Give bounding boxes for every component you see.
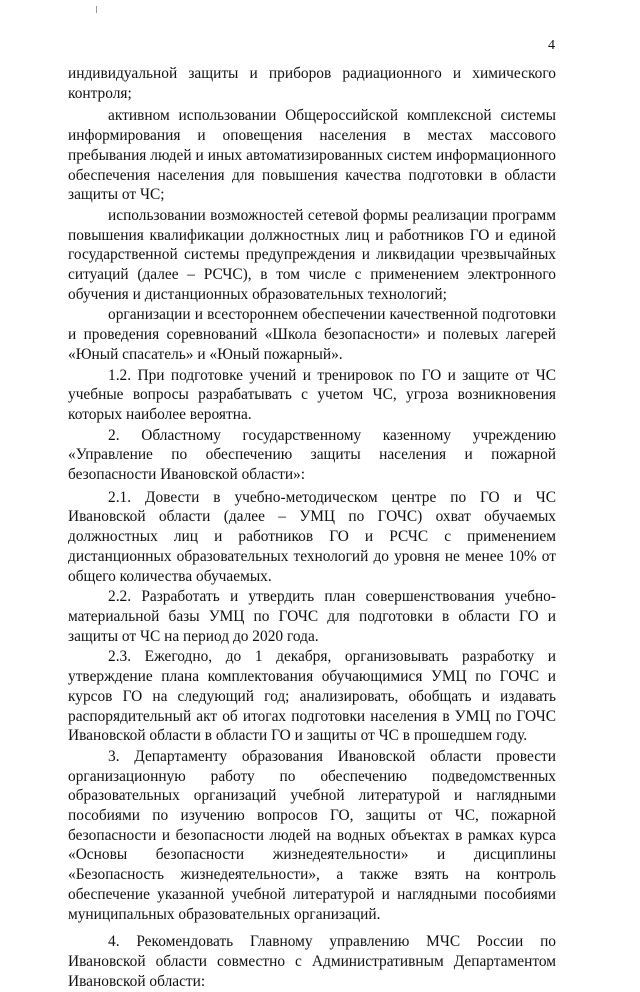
paragraph-informing-system: активном использовании Общероссийской комплексной системы информирования и оповещения населения в местах массового пребывания людей и иных автоматизированных систем информационного обеспечения населения для повышения качества подготовки в области защиты от ЧС; (68, 107, 556, 204)
paragraph-3: 3. Департаменту образования Ивановской области провести организационную работу по обеспечению подведомственных образовательных организаций учебной литературой и наглядными пособиями по изучению вопросов ГО, защиты от ЧС, пожарной безопасности и безопасности людей на водных объектах в рамках курса «Основы безопасности жизнедеятельности» и дисциплины «Безопасность жизнедеятельности», а также взять на контроль обеспечение указанной учебной литературой и наглядными пособиями муниципальных образовательных организаций. (68, 747, 556, 923)
paragraph-2: 2. Областному государственному казенному учреждению «Управление по обеспечению защиты населения и пожарной безопасности Ивановской области»: (68, 426, 556, 484)
paragraph-2-1: 2.1. Довести в учебно-методическом центре по ГО и ЧС Ивановской области (далее – УМЦ по ГОЧС) охват обучаемых должностных лиц и работников ГО и РСЧС с применением дистанционных образовательных технологий до уровня не менее 10% от общего количества обучаемых. (68, 488, 556, 585)
paragraph-continuation: индивидуальной защиты и приборов радиационного и химического контроля; (68, 65, 556, 102)
page-number: 4 (548, 38, 555, 53)
document-body (68, 64, 556, 992)
paragraph-4: 4. Рекомендовать Главному управлению МЧС России по Ивановской области совместно с Административным Департаментом Ивановской области: (68, 933, 556, 990)
paragraph-network-programs: использовании возможностей сетевой формы реализации программ повышения квалификации должностных лиц и работников ГО и единой государственной системы предупреждения и ликвидации чрезвычайных ситуаций (далее – РСЧС), в том числе с применением электронного обучения и дистанционных образовательных технологий; (68, 206, 556, 303)
paragraph-1-2: 1.2. При подготовке учений и тренировок по ГО и защите от ЧС учебные вопросы разрабатывать с учетом ЧС, угроза возникновения которых наиболее вероятна. (68, 366, 556, 423)
scan-mark (96, 6, 97, 13)
paragraph-2-2: 2.2. Разработать и утвердить план совершенствования учебно-материальной базы УМЦ по ГОЧС для подготовки в области ГО и защиты от ЧС на период до 2020 года. (68, 588, 556, 645)
paragraph-2-3: 2.3. Ежегодно, до 1 декабря, организовывать разработку и утверждение плана комплектования обучающимися УМЦ по ГОЧС и курсов ГО на следующий год; анализировать, обобщать и издавать распорядительный акт об итогах подготовки населения в УМЦ по ГОЧС Ивановской области в области ГО и защиты от ЧС в прошедшем году. (68, 648, 556, 745)
paragraph-competitions: организации и всестороннем обеспечении качественной подготовки и проведения соревнований «Школа безопасности» и полевых лагерей «Юный спасатель» и «Юный пожарный». (68, 306, 556, 363)
